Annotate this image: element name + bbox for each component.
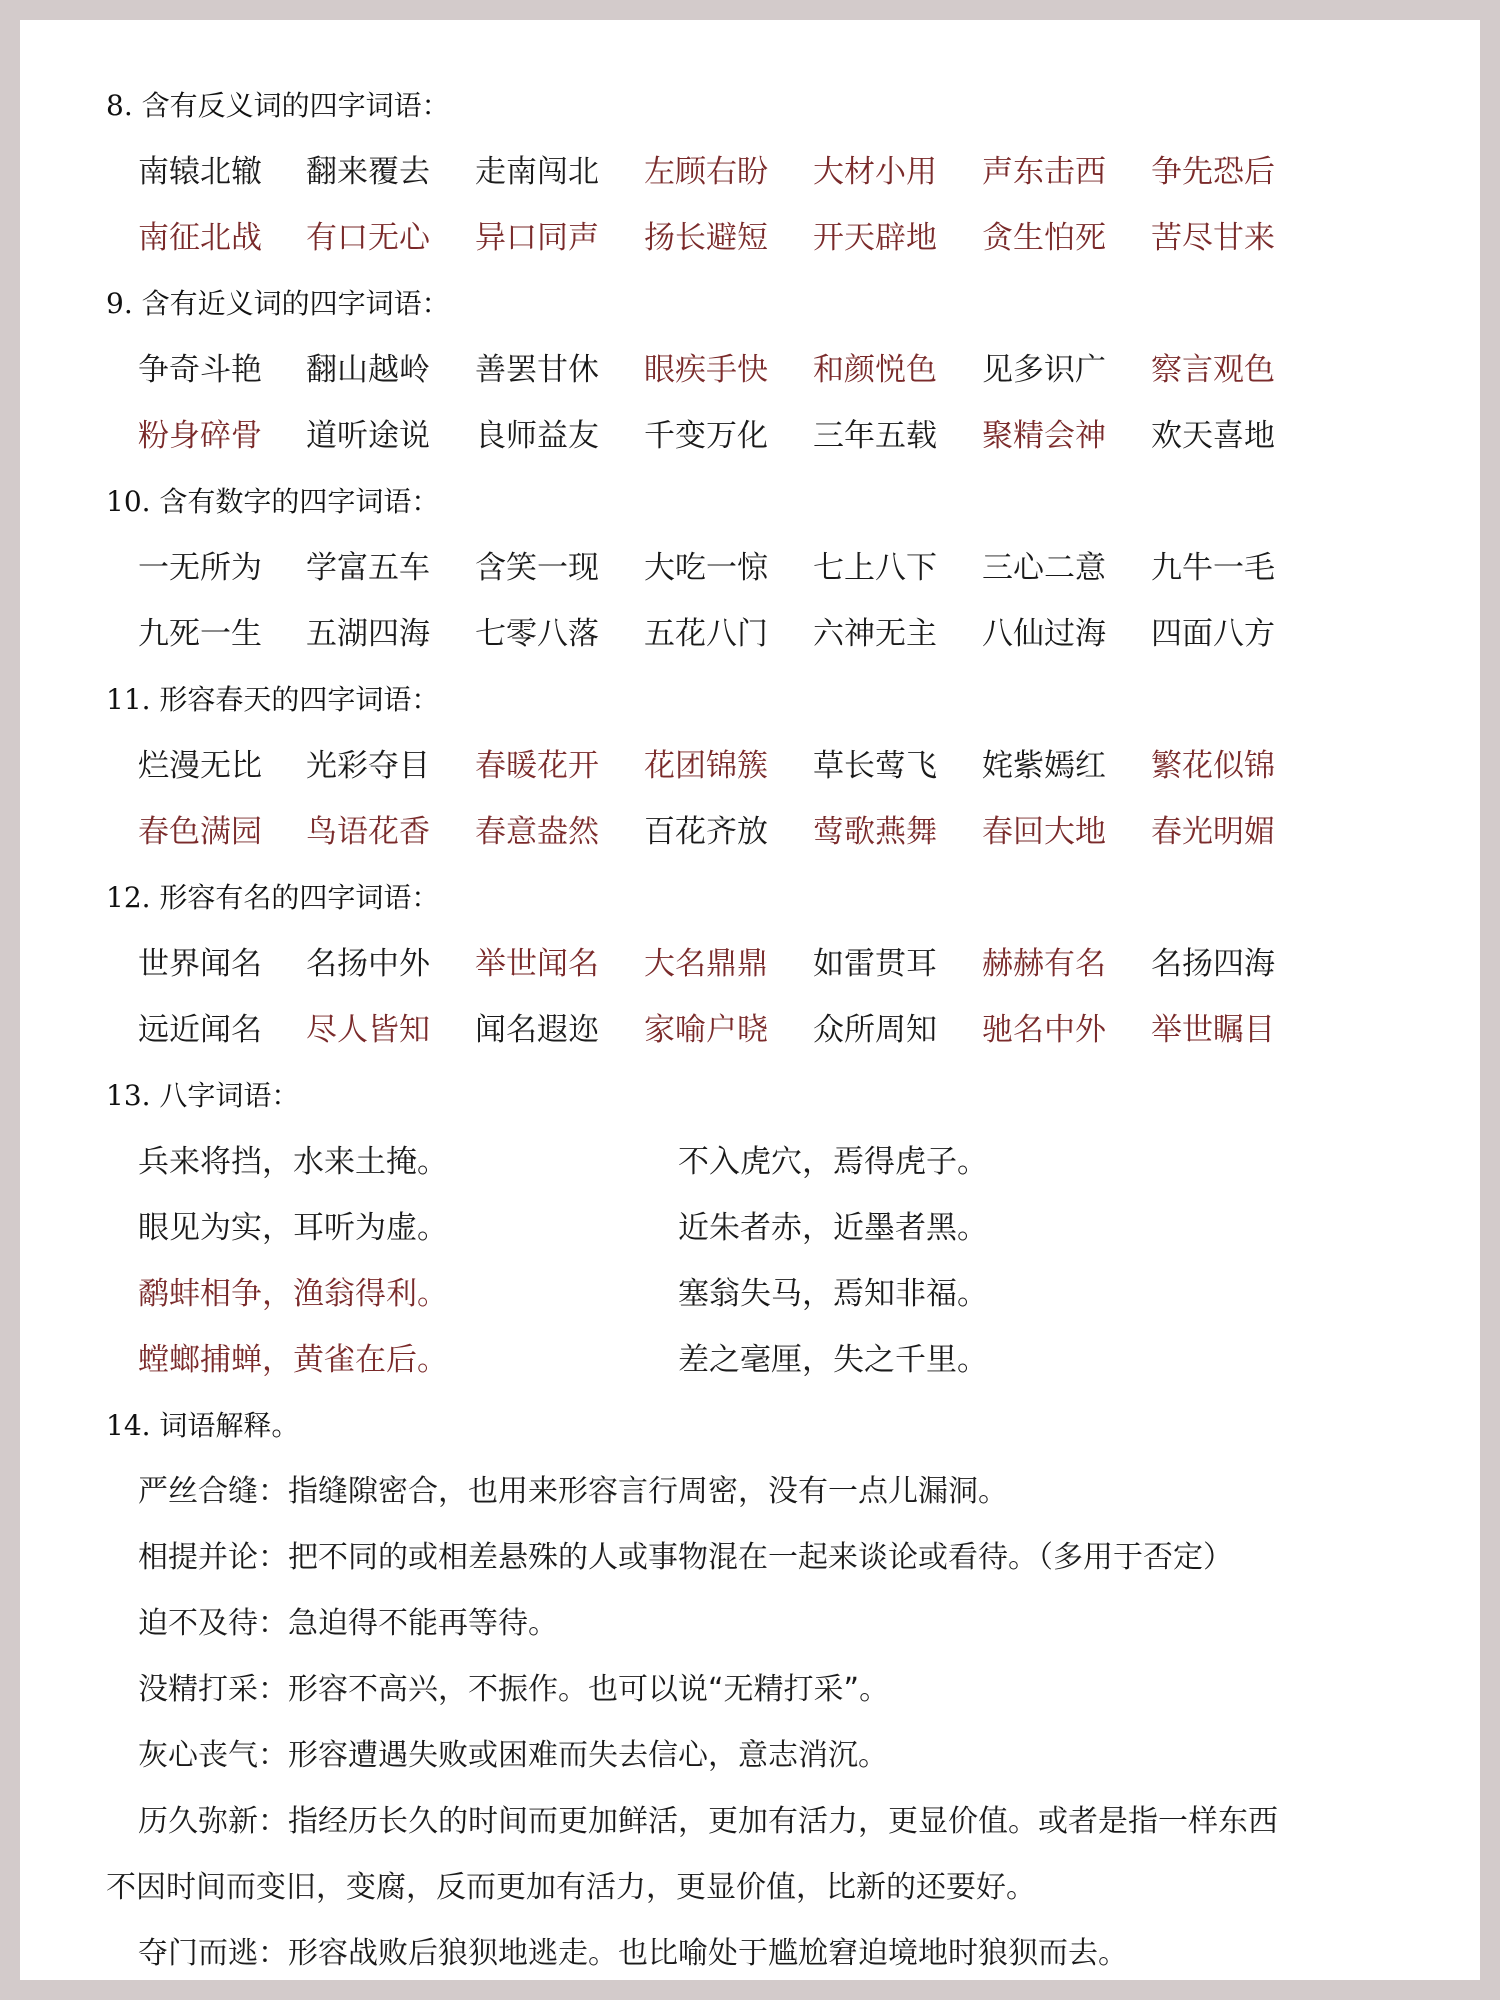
idiom: 有口无心 — [306, 220, 430, 256]
saying-row-4 — [20, 1334, 1480, 1386]
idiom: 闻名遐迩 — [475, 1012, 599, 1048]
idiom: 草长莺飞 — [813, 748, 937, 784]
idiom: 如雷贯耳 — [813, 946, 937, 982]
definition-5: 灰心丧气：形容遭遇失败或困难而失去信心，意志消沉。 — [138, 1738, 888, 1773]
idiom: 三年五载 — [813, 418, 937, 454]
idiom: 声东击西 — [982, 154, 1106, 190]
idiom: 百花齐放 — [644, 814, 768, 850]
idiom: 道听途说 — [306, 418, 430, 454]
idiom: 名扬四海 — [1151, 946, 1275, 982]
saying-row-2 — [20, 1202, 1480, 1254]
idiom: 翻来覆去 — [306, 154, 430, 190]
saying: 鹬蚌相争，渔翁得利。 — [138, 1276, 448, 1312]
section-14-heading: 14. 词语解释。 — [106, 1409, 300, 1442]
section-9-row-2 — [20, 410, 1480, 462]
idiom: 春意盎然 — [475, 814, 599, 850]
idiom: 良师益友 — [475, 418, 599, 454]
idiom: 学富五车 — [306, 550, 430, 586]
idiom: 烂漫无比 — [138, 748, 262, 784]
idiom: 五湖四海 — [306, 616, 430, 652]
idiom: 举世闻名 — [475, 946, 599, 982]
idiom: 见多识广 — [982, 352, 1106, 388]
idiom: 苦尽甘来 — [1151, 220, 1275, 256]
idiom: 左顾右盼 — [644, 154, 768, 190]
idiom: 光彩夺目 — [306, 748, 430, 784]
idiom: 远近闻名 — [138, 1012, 262, 1048]
idiom: 三心二意 — [982, 550, 1106, 586]
definition-3: 迫不及待：急迫得不能再等待。 — [138, 1606, 558, 1641]
section-12-heading: 12. 形容有名的四字词语： — [106, 881, 440, 914]
section-8-heading: 8. 含有反义词的四字词语： — [106, 89, 450, 122]
section-11-row-2 — [20, 806, 1480, 858]
idiom: 五花八门 — [644, 616, 768, 652]
idiom: 一无所为 — [138, 550, 262, 586]
definition-4: 没精打采：形容不高兴，不振作。也可以说“无精打采”。 — [138, 1672, 890, 1707]
idiom: 莺歌燕舞 — [813, 814, 937, 850]
saying: 差之毫厘，失之千里。 — [678, 1342, 988, 1378]
section-9-row-1 — [20, 344, 1480, 396]
idiom: 举世瞩目 — [1151, 1012, 1275, 1048]
idiom: 春暖花开 — [475, 748, 599, 784]
document-page — [20, 20, 1480, 1980]
idiom: 和颜悦色 — [813, 352, 937, 388]
idiom: 贪生怕死 — [982, 220, 1106, 256]
saying: 眼见为实，耳听为虚。 — [138, 1210, 448, 1246]
idiom: 争奇斗艳 — [138, 352, 262, 388]
section-11-heading: 11. 形容春天的四字词语： — [106, 683, 440, 716]
idiom: 扬长避短 — [644, 220, 768, 256]
section-9-heading: 9. 含有近义词的四字词语： — [106, 287, 450, 320]
idiom: 七上八下 — [813, 550, 937, 586]
saying: 不入虎穴，焉得虎子。 — [678, 1144, 988, 1180]
saying-row-1 — [20, 1136, 1480, 1188]
section-12-row-1 — [20, 938, 1480, 990]
idiom: 六神无主 — [813, 616, 937, 652]
idiom: 开天辟地 — [813, 220, 937, 256]
idiom: 大材小用 — [813, 154, 937, 190]
idiom: 千变万化 — [644, 418, 768, 454]
idiom: 九牛一毛 — [1151, 550, 1275, 586]
definition-6: 历久弥新：指经历长久的时间而更加鲜活，更加有活力，更显价值。或者是指一样东西 — [138, 1804, 1278, 1839]
saying: 塞翁失马，焉知非福。 — [678, 1276, 988, 1312]
section-13-heading: 13. 八字词语： — [106, 1079, 300, 1112]
idiom: 繁花似锦 — [1151, 748, 1275, 784]
section-8-row-2 — [20, 212, 1480, 264]
definition-1: 严丝合缝：指缝隙密合，也用来形容言行周密，没有一点儿漏洞。 — [138, 1474, 1008, 1509]
idiom: 聚精会神 — [982, 418, 1106, 454]
saying: 兵来将挡，水来土掩。 — [138, 1144, 448, 1180]
idiom: 鸟语花香 — [306, 814, 430, 850]
idiom: 赫赫有名 — [982, 946, 1106, 982]
idiom: 争先恐后 — [1151, 154, 1275, 190]
idiom: 家喻户晓 — [644, 1012, 768, 1048]
idiom: 驰名中外 — [982, 1012, 1106, 1048]
section-11-row-1 — [20, 740, 1480, 792]
idiom: 花团锦簇 — [644, 748, 768, 784]
idiom: 大吃一惊 — [644, 550, 768, 586]
section-10-row-1 — [20, 542, 1480, 594]
idiom: 春回大地 — [982, 814, 1106, 850]
idiom: 春光明媚 — [1151, 814, 1275, 850]
section-10-row-2 — [20, 608, 1480, 660]
idiom: 善罢甘休 — [475, 352, 599, 388]
idiom: 南征北战 — [138, 220, 262, 256]
definition-6-continued: 不因时间而变旧，变腐，反而更加有活力，更显价值，比新的还要好。 — [106, 1870, 1036, 1905]
idiom: 八仙过海 — [982, 616, 1106, 652]
idiom: 南辕北辙 — [138, 154, 262, 190]
idiom: 尽人皆知 — [306, 1012, 430, 1048]
idiom: 名扬中外 — [306, 946, 430, 982]
section-8-row-1 — [20, 146, 1480, 198]
idiom: 九死一生 — [138, 616, 262, 652]
idiom: 眼疾手快 — [644, 352, 768, 388]
idiom: 欢天喜地 — [1151, 418, 1275, 454]
idiom: 众所周知 — [813, 1012, 937, 1048]
section-10-heading: 10. 含有数字的四字词语： — [106, 485, 440, 518]
definition-2: 相提并论：把不同的或相差悬殊的人或事物混在一起来谈论或看待。（多用于否定） — [138, 1540, 1233, 1575]
idiom: 粉身碎骨 — [138, 418, 262, 454]
idiom: 翻山越岭 — [306, 352, 430, 388]
section-12-row-2 — [20, 1004, 1480, 1056]
saying: 近朱者赤，近墨者黑。 — [678, 1210, 988, 1246]
saying-row-3 — [20, 1268, 1480, 1320]
idiom: 大名鼎鼎 — [644, 946, 768, 982]
idiom: 走南闯北 — [475, 154, 599, 190]
idiom: 四面八方 — [1151, 616, 1275, 652]
idiom: 春色满园 — [138, 814, 262, 850]
idiom: 世界闻名 — [138, 946, 262, 982]
definition-7: 夺门而逃：形容战败后狼狈地逃走。也比喻处于尴尬窘迫境地时狼狈而去。 — [138, 1936, 1128, 1971]
idiom: 含笑一现 — [475, 550, 599, 586]
idiom: 察言观色 — [1151, 352, 1275, 388]
saying: 螳螂捕蝉，黄雀在后。 — [138, 1342, 448, 1378]
idiom: 七零八落 — [475, 616, 599, 652]
idiom: 姹紫嫣红 — [982, 748, 1106, 784]
idiom: 异口同声 — [475, 220, 599, 256]
